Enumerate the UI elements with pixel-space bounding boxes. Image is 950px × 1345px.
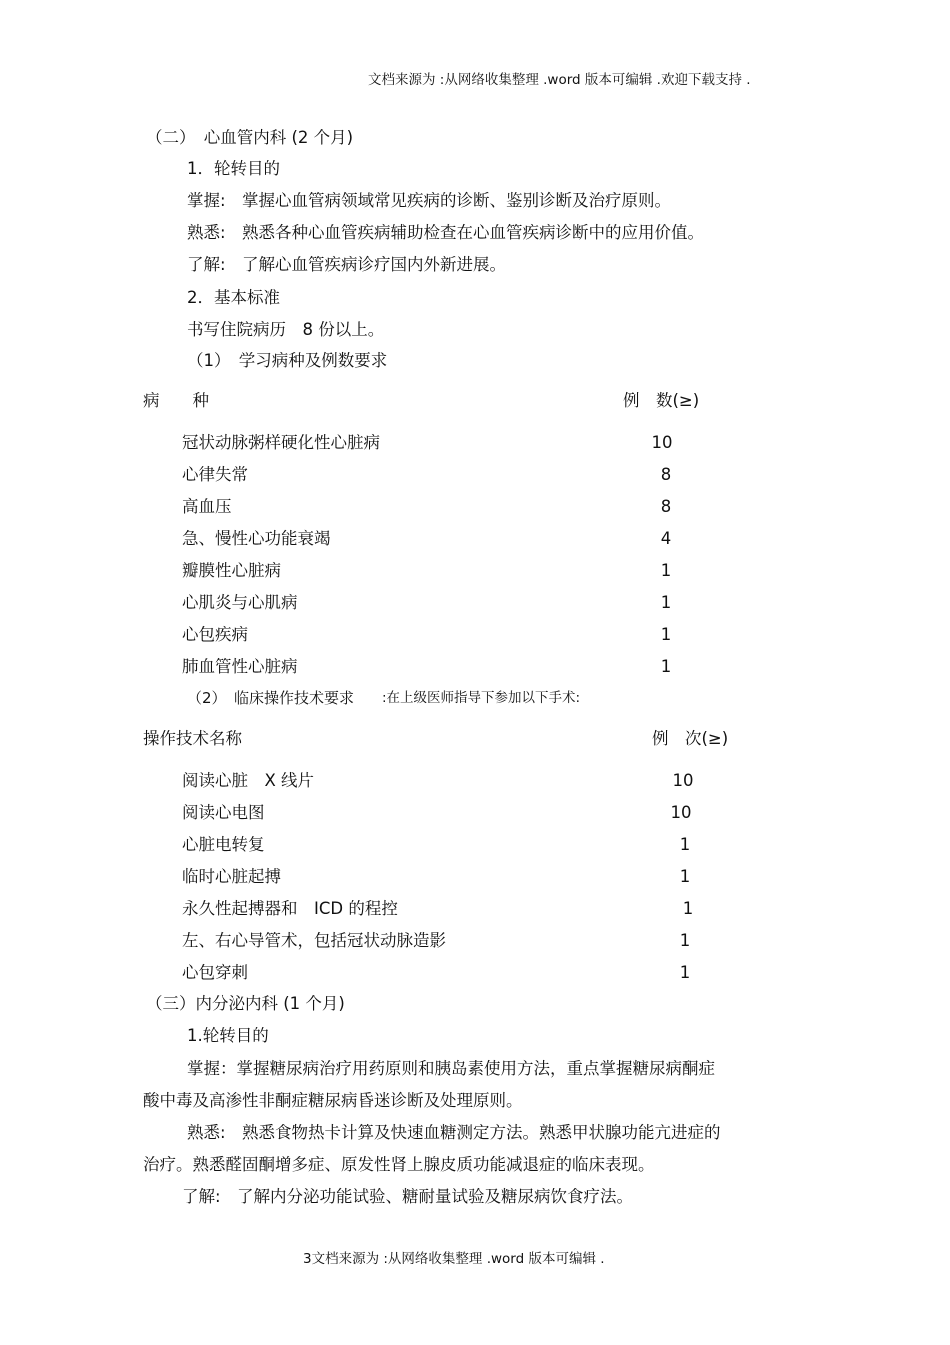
subheading-procedure-requirements: （2） 临床操作技术要求: [187, 689, 355, 707]
goal-familiar: 熟悉: 熟悉各种心血管疾病辅助检查在心血管疾病诊断中的应用价值。: [187, 223, 705, 242]
disease-row-name: 瓣膜性心脏病: [182, 561, 281, 580]
section-title-endocrinology: （三）内分泌内科 (1 个月): [146, 994, 345, 1013]
disease-row-name: 肺血管性心脏病: [182, 657, 298, 676]
procedure-table-header-count: 例 次(≥): [652, 729, 729, 748]
disease-row-count: 1: [660, 561, 672, 580]
disease-row-name: 心律失常: [182, 465, 248, 484]
goal-master: 掌握: 掌握心血管病领域常见疾病的诊断、鉴别诊断及治疗原则。: [187, 191, 672, 210]
procedure-row-count: 1: [679, 963, 691, 982]
disease-row-count: 8: [660, 497, 672, 516]
page-footer: 3文档来源为 :从网络收集整理 .word 版本可编辑 .: [303, 1251, 605, 1267]
disease-table-header-count: 例 数(≥): [623, 391, 700, 410]
goal-understand: 了解: 了解内分泌功能试验、糖耐量试验及糖尿病饮食疗法。: [182, 1187, 634, 1206]
disease-row-name: 冠状动脉粥样硬化性心脏病: [182, 433, 380, 452]
procedure-row-name: 阅读心电图: [182, 803, 265, 822]
subheading-basic-standard: 2．基本标准: [187, 288, 280, 307]
disease-row-count: 8: [660, 465, 672, 484]
disease-row-count: 4: [660, 529, 672, 548]
procedure-row-name: 左、右心导管术，包括冠状动脉造影: [182, 931, 446, 950]
procedure-row-count: 10: [670, 803, 692, 822]
procedure-row-name: 永久性起搏器和 ICD 的程控: [182, 899, 398, 918]
disease-row-name: 心包疾病: [182, 625, 248, 644]
disease-row-name: 心肌炎与心肌病: [182, 593, 298, 612]
goal-understand: 了解: 了解心血管疾病诊疗国内外新进展。: [187, 255, 507, 274]
page-header: 文档来源为 :从网络收集整理 .word 版本可编辑 .欢迎下载支持 .: [368, 72, 751, 88]
goal-master-line2: 酸中毒及高渗性非酮症糖尿病昏迷诊断及处理原则。: [143, 1091, 523, 1110]
subheading-rotation-goals: 1.轮转目的: [187, 1026, 269, 1045]
procedure-row-count: 1: [679, 835, 691, 854]
disease-table-header-name: 病 种: [143, 391, 209, 410]
goal-familiar-line2: 治疗。熟悉醛固酮增多症、原发性肾上腺皮质功能减退症的临床表现。: [143, 1155, 655, 1174]
subheading-disease-requirements: （1） 学习病种及例数要求: [187, 351, 388, 370]
procedure-row-count: 1: [679, 931, 691, 950]
procedure-row-name: 临时心脏起搏: [182, 867, 281, 886]
procedure-requirement-note: :在上级医师指导下参加以下手术:: [382, 690, 581, 706]
goal-familiar-line1: 熟悉: 熟悉食物热卡计算及快速血糖测定方法。熟悉甲状腺功能亢进症的: [187, 1123, 721, 1142]
subheading-rotation-goals: 1．轮转目的: [187, 159, 280, 178]
disease-row-name: 高血压: [182, 497, 232, 516]
procedure-row-name: 心脏电转复: [182, 835, 265, 854]
procedure-row-count: 10: [672, 771, 694, 790]
disease-row-count: 1: [660, 593, 672, 612]
procedure-row-count: 1: [679, 867, 691, 886]
section-title-cardiology: （二） 心血管内科 (2 个月): [146, 128, 354, 147]
disease-row-count: 10: [651, 433, 673, 452]
disease-row-name: 急、慢性心功能衰竭: [182, 529, 331, 548]
records-requirement: 书写住院病历 8 份以上。: [187, 320, 385, 339]
procedure-table-header-name: 操作技术名称: [143, 729, 242, 748]
procedure-row-name: 心包穿刺: [182, 963, 248, 982]
disease-row-count: 1: [660, 625, 672, 644]
procedure-row-name: 阅读心脏 X 线片: [182, 771, 315, 790]
disease-row-count: 1: [660, 657, 672, 676]
procedure-row-count: 1: [682, 899, 694, 918]
goal-master-line1: 掌握：掌握糖尿病治疗用药原则和胰岛素使用方法，重点掌握糖尿病酮症: [187, 1059, 715, 1078]
